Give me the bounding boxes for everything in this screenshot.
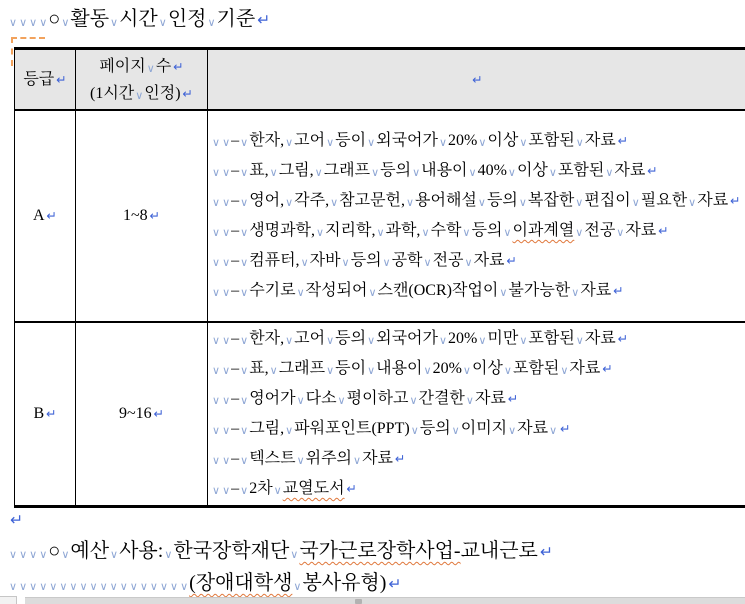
return-mark-icon: ↵ <box>346 481 357 496</box>
space-mark-icon: ∨ <box>519 334 528 347</box>
return-mark-icon: ↵ <box>182 85 193 101</box>
space-mark-icon: ∨ <box>240 484 249 497</box>
space-mark-icon: ∨ <box>212 454 221 467</box>
item-line[interactable]: ∨ ∨–∨텍스트∨위주의∨자료 ↵ <box>212 450 406 467</box>
space-mark-icon: ∨ <box>548 166 557 179</box>
space-mark-icon: ∨ <box>212 484 221 497</box>
item-line[interactable]: ∨ ∨–∨영어가∨다소∨평이하고∨간결한∨자료 ↵ <box>212 390 519 407</box>
space-mark-icon: ∨ <box>222 364 231 377</box>
space-mark-icon: ∨ <box>367 136 376 149</box>
table-header-row <box>15 49 745 111</box>
space-mark-icon: ∨ <box>412 166 421 179</box>
space-mark-icon: ∨ <box>462 364 471 377</box>
space-mark-icon: ∨ <box>269 166 278 179</box>
space-mark-icon: ∨ <box>240 196 249 209</box>
space-mark-icon: ∨ <box>468 166 477 179</box>
space-mark-icon: ∨ <box>549 424 558 437</box>
space-mark-icon: ∨ <box>438 334 448 347</box>
space-mark-icon: ∨ <box>296 454 305 467</box>
space-mark-icon: ∨ <box>19 580 28 593</box>
space-mark-icon: ∨ <box>212 226 221 239</box>
space-mark-icon: ∨ <box>240 166 249 179</box>
space-mark-icon: ∨ <box>222 286 231 299</box>
return-mark-icon: ↵ <box>56 72 67 87</box>
space-mark-icon: ∨ <box>222 196 231 209</box>
space-mark-icon: ∨ <box>159 580 168 593</box>
space-mark-icon: ∨ <box>423 364 432 377</box>
return-mark-icon: ↵ <box>613 283 624 298</box>
item-line[interactable]: ∨ ∨–∨2차∨교열도서 ↵ <box>212 480 357 497</box>
space-mark-icon: ∨ <box>212 334 221 347</box>
table-row-grade-b <box>15 322 745 507</box>
return-mark-icon: ↵ <box>602 361 613 376</box>
space-mark-icon: ∨ <box>99 580 108 593</box>
space-mark-icon: ∨ <box>326 136 335 149</box>
space-mark-icon: ∨ <box>326 334 335 347</box>
space-mark-icon: ∨ <box>9 548 18 561</box>
space-mark-icon: ∨ <box>368 286 377 299</box>
return-mark-icon: ↵ <box>617 331 629 346</box>
return-mark-icon: ↵ <box>617 133 629 148</box>
space-mark-icon: ∨ <box>462 226 471 239</box>
return-mark-icon: ↵ <box>173 58 184 74</box>
return-mark-icon: ↵ <box>153 406 165 421</box>
return-mark-icon: ↵ <box>647 163 658 178</box>
grade-b-label: B ↵ <box>33 405 57 422</box>
space-mark-icon: ∨ <box>409 394 418 407</box>
space-mark-icon: ∨ <box>129 580 138 593</box>
space-mark-icon: ∨ <box>212 364 221 377</box>
return-mark-icon: ↵ <box>506 253 517 268</box>
space-mark-icon: ∨ <box>212 136 221 149</box>
item-line[interactable]: ∨ ∨–∨한자,∨고어∨등이∨외국어가∨20%∨이상∨포함된∨자료 ↵ <box>212 132 629 149</box>
space-mark-icon: ∨ <box>240 256 249 269</box>
space-mark-icon: ∨ <box>222 334 231 347</box>
space-mark-icon: ∨ <box>222 424 231 437</box>
space-mark-icon: ∨ <box>61 16 70 29</box>
space-mark-icon: ∨ <box>222 136 231 149</box>
space-mark-icon: ∨ <box>212 196 221 209</box>
space-mark-icon: ∨ <box>240 136 249 149</box>
pages-b-cell[interactable] <box>76 322 208 507</box>
header-pages-label-line2: (1시간∨인정) ↵ <box>89 84 193 102</box>
space-mark-icon: ∨ <box>518 196 527 209</box>
spellcheck-underline: (장애대학생 <box>189 572 293 594</box>
space-mark-icon: ∨ <box>146 61 155 75</box>
space-mark-icon: ∨ <box>451 424 460 437</box>
space-mark-icon: ∨ <box>326 364 335 377</box>
empty-paragraph[interactable] <box>8 505 23 534</box>
return-mark-icon: ↵ <box>394 451 406 466</box>
space-mark-icon: ∨ <box>240 454 249 467</box>
space-mark-icon: ∨ <box>180 580 189 593</box>
space-mark-icon: ∨ <box>110 548 119 561</box>
space-mark-icon: ∨ <box>222 226 231 239</box>
space-mark-icon: ∨ <box>39 548 48 561</box>
space-mark-icon: ∨ <box>316 226 325 239</box>
space-mark-icon: ∨ <box>353 454 362 467</box>
space-mark-icon: ∨ <box>222 256 231 269</box>
space-mark-icon: ∨ <box>478 136 487 149</box>
space-mark-icon: ∨ <box>296 394 305 407</box>
space-mark-icon: ∨ <box>222 166 231 179</box>
space-mark-icon: ∨ <box>285 196 294 209</box>
grade-a-label: A ↵ <box>32 207 57 224</box>
return-mark-icon: ↵ <box>539 543 553 561</box>
item-line[interactable]: ∨ ∨–∨그림,∨파워포인트(PPT)∨등의∨이미지∨자료∨ ↵ <box>212 420 571 437</box>
items-a-cell[interactable] <box>208 110 745 322</box>
space-mark-icon: ∨ <box>300 256 309 269</box>
return-mark-icon: ↵ <box>658 223 669 238</box>
space-mark-icon: ∨ <box>212 286 221 299</box>
space-mark-icon: ∨ <box>29 580 38 593</box>
space-mark-icon: ∨ <box>135 88 144 102</box>
spellcheck-underline: 국가근로장학사업- <box>299 540 461 562</box>
space-mark-icon: ∨ <box>9 580 18 593</box>
space-mark-icon: ∨ <box>410 424 419 437</box>
space-mark-icon: ∨ <box>240 286 249 299</box>
space-mark-icon: ∨ <box>688 196 697 209</box>
space-mark-icon: ∨ <box>341 256 350 269</box>
space-mark-icon: ∨ <box>29 16 38 29</box>
header-desc-cell[interactable] <box>208 49 745 111</box>
space-mark-icon: ∨ <box>367 334 376 347</box>
space-mark-icon: ∨ <box>337 394 346 407</box>
header-desc-empty-line <box>208 71 745 89</box>
space-mark-icon: ∨ <box>477 196 486 209</box>
space-mark-icon: ∨ <box>110 16 119 29</box>
space-mark-icon: ∨ <box>478 334 487 347</box>
return-mark-icon: ↵ <box>257 11 271 29</box>
space-mark-icon: ∨ <box>631 196 640 209</box>
space-mark-icon: ∨ <box>222 454 231 467</box>
item-line[interactable]: ∨ ∨–∨한자,∨고어∨등의∨외국어가∨20%∨미만∨포함된∨자료 ↵ <box>212 330 629 347</box>
space-mark-icon: ∨ <box>605 166 614 179</box>
item-line[interactable]: ∨ ∨–∨생명과학,∨지리학,∨과학,∨수학∨등의∨이과계열∨전공∨자료 ↵ <box>212 222 669 239</box>
volunteer-type-paragraph[interactable]: ∨ ∨ ∨ ∨ ∨ ∨ ∨ ∨ ∨ ∨ ∨ ∨ ∨ ∨ ∨ ∨ ∨ ∨(장애대학생∨봉사유형) ↵ <box>9 572 402 594</box>
space-mark-icon: ∨ <box>616 226 625 239</box>
space-mark-icon: ∨ <box>421 226 430 239</box>
header-pages-label-line1: 페이지∨수 ↵ <box>99 57 184 75</box>
space-mark-icon: ∨ <box>273 484 282 497</box>
space-mark-icon: ∨ <box>158 16 167 29</box>
space-mark-icon: ∨ <box>49 580 58 593</box>
space-mark-icon: ∨ <box>382 256 391 269</box>
title-paragraph[interactable]: ∨ ∨ ∨ ∨○∨활동∨시간∨인정∨기준 ↵ <box>9 8 271 30</box>
space-mark-icon: ∨ <box>285 136 294 149</box>
grade-a-cell[interactable] <box>15 110 76 322</box>
space-mark-icon: ∨ <box>19 16 28 29</box>
space-mark-icon: ∨ <box>575 136 584 149</box>
space-mark-icon: ∨ <box>39 580 48 593</box>
space-mark-icon: ∨ <box>212 424 221 437</box>
space-mark-icon: ∨ <box>285 334 294 347</box>
item-line[interactable]: ∨ ∨–∨표,∨그림,∨그래프∨등의∨내용이∨40%∨이상∨포함된∨자료 ↵ <box>212 162 658 179</box>
space-mark-icon: ∨ <box>503 226 512 239</box>
item-line[interactable]: ∨ ∨–∨수기로∨작성되어∨스캔(OCR)작업이∨불가능한∨자료 ↵ <box>212 282 624 299</box>
return-mark-icon: ↵ <box>46 208 57 223</box>
space-mark-icon: ∨ <box>170 580 179 593</box>
budget-paragraph[interactable]: ∨ ∨ ∨ ∨○∨예산∨사용:∨한국장학재단∨국가근로장학사업-교내근로 ↵ <box>9 540 553 562</box>
space-mark-icon: ∨ <box>29 548 38 561</box>
space-mark-icon: ∨ <box>269 364 278 377</box>
scrollbar-corner[interactable] <box>0 596 17 604</box>
space-mark-icon: ∨ <box>290 548 299 561</box>
space-mark-icon: ∨ <box>285 424 294 437</box>
space-mark-icon: ∨ <box>367 364 376 377</box>
horizontal-scrollbar[interactable] <box>25 597 745 604</box>
space-mark-icon: ∨ <box>575 334 584 347</box>
space-mark-icon: ∨ <box>240 334 249 347</box>
space-mark-icon: ∨ <box>330 196 339 209</box>
criteria-table <box>14 47 745 508</box>
spellcheck-underline: 교열도서 <box>282 480 345 497</box>
space-mark-icon: ∨ <box>296 286 305 299</box>
item-line[interactable]: ∨ ∨–∨컴퓨터,∨자바∨등의∨공학∨전공∨자료 ↵ <box>212 252 517 269</box>
space-mark-icon: ∨ <box>508 424 517 437</box>
space-mark-icon: ∨ <box>39 16 48 29</box>
return-mark-icon: ↵ <box>46 406 57 421</box>
space-mark-icon: ∨ <box>240 364 249 377</box>
space-mark-icon: ∨ <box>164 548 173 561</box>
space-mark-icon: ∨ <box>293 580 302 593</box>
space-mark-icon: ∨ <box>149 580 158 593</box>
space-mark-icon: ∨ <box>79 580 88 593</box>
space-mark-icon: ∨ <box>207 16 216 29</box>
space-mark-icon: ∨ <box>69 580 78 593</box>
return-mark-icon: ↵ <box>507 391 519 406</box>
return-mark-icon: ↵ <box>730 193 741 208</box>
space-mark-icon: ∨ <box>465 394 474 407</box>
space-mark-icon: ∨ <box>376 226 385 239</box>
space-mark-icon: ∨ <box>314 166 323 179</box>
spellcheck-underline: 이과계열 <box>512 222 575 239</box>
items-a-list <box>208 125 745 307</box>
space-mark-icon: ∨ <box>438 136 448 149</box>
space-mark-icon: ∨ <box>139 580 148 593</box>
space-mark-icon: ∨ <box>240 424 249 437</box>
space-mark-icon: ∨ <box>222 394 231 407</box>
space-mark-icon: ∨ <box>571 286 580 299</box>
pages-b-value: 9~16 ↵ <box>118 405 165 422</box>
space-mark-icon: ∨ <box>212 166 221 179</box>
space-mark-icon: ∨ <box>240 226 249 239</box>
space-mark-icon: ∨ <box>61 548 70 561</box>
space-mark-icon: ∨ <box>19 548 28 561</box>
pages-a-value: 1~8 ↵ <box>122 207 161 224</box>
header-pages-cell[interactable] <box>76 49 208 111</box>
space-mark-icon: ∨ <box>575 196 584 209</box>
pages-a-cell[interactable] <box>76 110 208 322</box>
space-mark-icon: ∨ <box>119 580 128 593</box>
space-mark-icon: ∨ <box>371 166 380 179</box>
space-mark-icon: ∨ <box>464 256 473 269</box>
header-grade-label: 등급 ↵ <box>23 71 67 88</box>
space-mark-icon: ∨ <box>9 16 18 29</box>
space-mark-icon: ∨ <box>519 136 528 149</box>
table-row-grade-a <box>15 110 745 322</box>
scrollbar-thumb-grip[interactable] <box>355 599 362 604</box>
return-mark-icon: ↵ <box>388 575 402 593</box>
item-line[interactable]: ∨ ∨–∨영어,∨각주,∨참고문헌,∨용어해설∨등의∨복잡한∨편집이∨필요한∨자료 ↵ <box>212 192 741 209</box>
return-mark-icon: ↵ <box>149 208 161 223</box>
space-mark-icon: ∨ <box>405 196 415 209</box>
space-mark-icon: ∨ <box>212 394 221 407</box>
space-mark-icon: ∨ <box>503 364 512 377</box>
items-b-list <box>208 323 745 505</box>
return-mark-icon: ↵ <box>560 421 571 436</box>
space-mark-icon: ∨ <box>109 580 118 593</box>
space-mark-icon: ∨ <box>499 286 508 299</box>
space-mark-icon: ∨ <box>59 580 68 593</box>
space-mark-icon: ∨ <box>507 166 516 179</box>
header-grade-cell[interactable] <box>15 49 76 111</box>
space-mark-icon: ∨ <box>240 394 249 407</box>
space-mark-icon: ∨ <box>423 256 432 269</box>
grade-b-cell[interactable] <box>15 322 76 507</box>
space-mark-icon: ∨ <box>575 226 584 239</box>
space-mark-icon: ∨ <box>212 256 221 269</box>
space-mark-icon: ∨ <box>89 580 98 593</box>
space-mark-icon: ∨ <box>222 484 231 497</box>
items-b-cell[interactable] <box>208 322 745 507</box>
return-mark-icon: ↵ <box>10 511 24 529</box>
space-mark-icon: ∨ <box>560 364 569 377</box>
item-line[interactable]: ∨ ∨–∨표,∨그래프∨등이∨내용이∨20%∨이상∨포함된∨자료 ↵ <box>212 360 613 377</box>
return-mark-icon: ↵ <box>472 71 483 87</box>
